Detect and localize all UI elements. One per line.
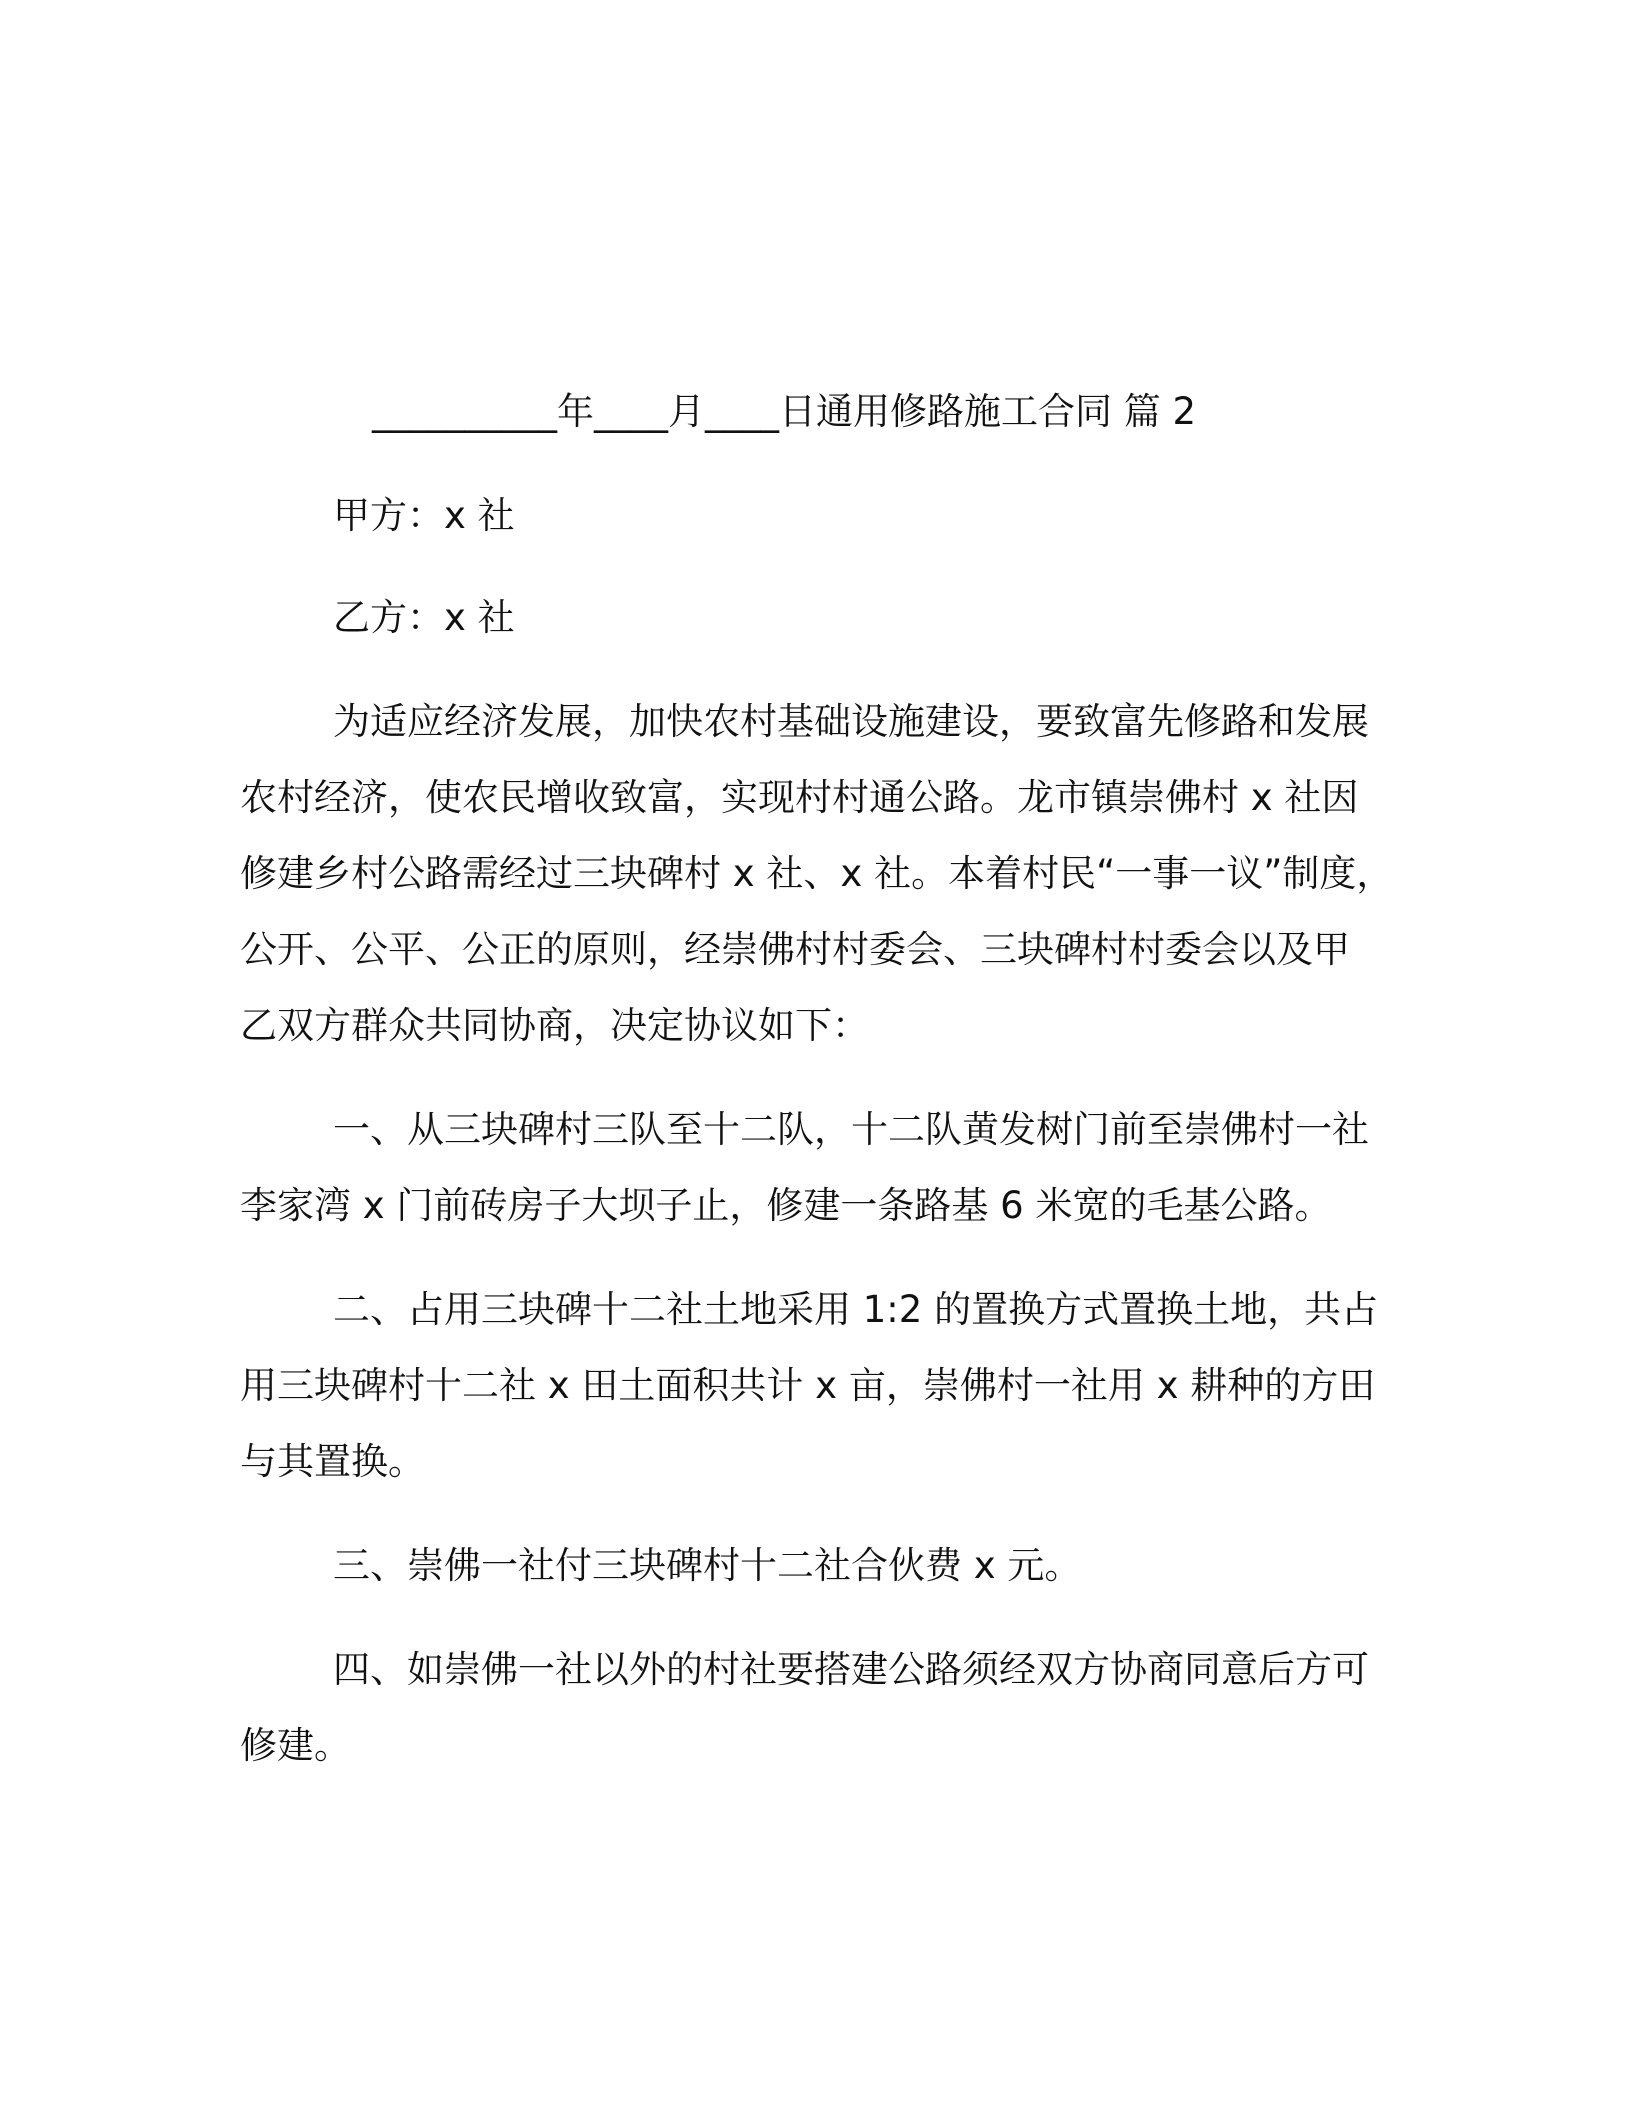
intro-line-1: 为适应经济发展，加快农村基础设施建设，要致富先修路和发展: [333, 700, 1369, 743]
intro-line-2: 农村经济，使农民增收致富，实现村村通公路。龙市镇崇佛村 x 社因: [240, 776, 1359, 819]
clause-2-line-2: 用三块碑村十二社 x 田土面积共计 x 亩，崇佛村一社用 x 耕种的方田: [240, 1364, 1376, 1407]
party-a-line: 甲方：x 社: [333, 494, 515, 537]
party-b-line: 乙方：x 社: [333, 596, 515, 639]
clause-4-line-1: 四、如崇佛一社以外的村社要搭建公路须经双方协商同意后方可: [333, 1648, 1369, 1691]
document-title: __________年____月____日通用修路施工合同 篇 2: [372, 390, 1197, 433]
clause-3-line: 三、崇佛一社付三块碑村十二社合伙费 x 元。: [333, 1544, 1082, 1587]
clause-2-line-1: 二、占用三块碑十二社土地采用 1:2 的置换方式置换土地，共占: [333, 1288, 1379, 1331]
clause-2-line-3: 与其置换。: [240, 1440, 425, 1483]
clause-4-line-2: 修建。: [240, 1724, 351, 1767]
intro-line-5: 乙双方群众共同协商，决定协议如下：: [240, 1004, 869, 1047]
intro-line-3: 修建乡村公路需经过三块碑村 x 社、x 社。本着村民“一事一议”制度，: [240, 852, 1394, 895]
clause-1-line-1: 一、从三块碑村三队至十二队，十二队黄发树门前至崇佛村一社: [333, 1108, 1369, 1151]
intro-line-4: 公开、公平、公正的原则，经崇佛村村委会、三块碑村村委会以及甲: [240, 928, 1350, 971]
clause-1-line-2: 李家湾 x 门前砖房子大坝子止，修建一条路基 6 米宽的毛基公路。: [240, 1184, 1332, 1227]
